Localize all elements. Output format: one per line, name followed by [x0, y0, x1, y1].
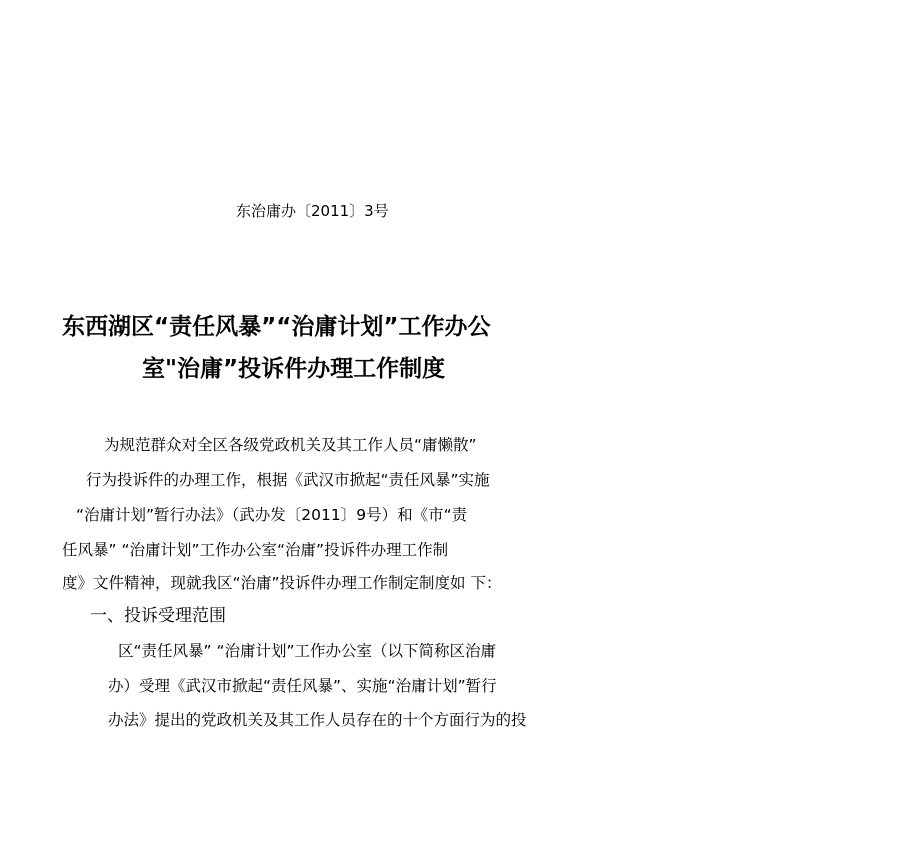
section-paragraph-line-3: 办法》提出的党政机关及其工作人员存在的十个方面行为的投: [108, 711, 527, 729]
intro-paragraph-line-1: 为规范群众对全区各级党政机关及其工作人员“庸懒散”: [104, 436, 477, 454]
intro-paragraph-line-5: 度》文件精神，现就我区“治庸”投诉件办理工作制定制度如 下：: [62, 574, 502, 592]
section-paragraph-line-2: 办）受理《武汉市掀起“责任风暴”、实施“治庸计划”暂行: [108, 677, 497, 695]
section-paragraph-line-1: 区“责任风暴” “治庸计划”工作办公室（以下简称区治庸: [118, 642, 497, 660]
intro-paragraph-line-2: 行为投诉件的办理工作，根据《武汉市掀起“责任风暴”实施: [86, 471, 490, 489]
document-title-line-1: 东西湖区“责任风暴”“治庸计划”工作办公: [62, 314, 491, 340]
intro-paragraph-line-4: 任风暴” “治庸计划”工作办公室“治庸”投诉件办理工作制: [62, 541, 449, 559]
section-heading: 一、投诉受理范围: [90, 606, 226, 626]
document-number: 东治庸办〔2011〕3号: [236, 202, 389, 220]
document-title-line-2: 室"治庸”投诉件办理工作制度: [142, 356, 446, 382]
intro-paragraph-line-3: “治庸计划”暂行办法》（武办发〔2011〕9号）和《市“责: [76, 506, 468, 524]
